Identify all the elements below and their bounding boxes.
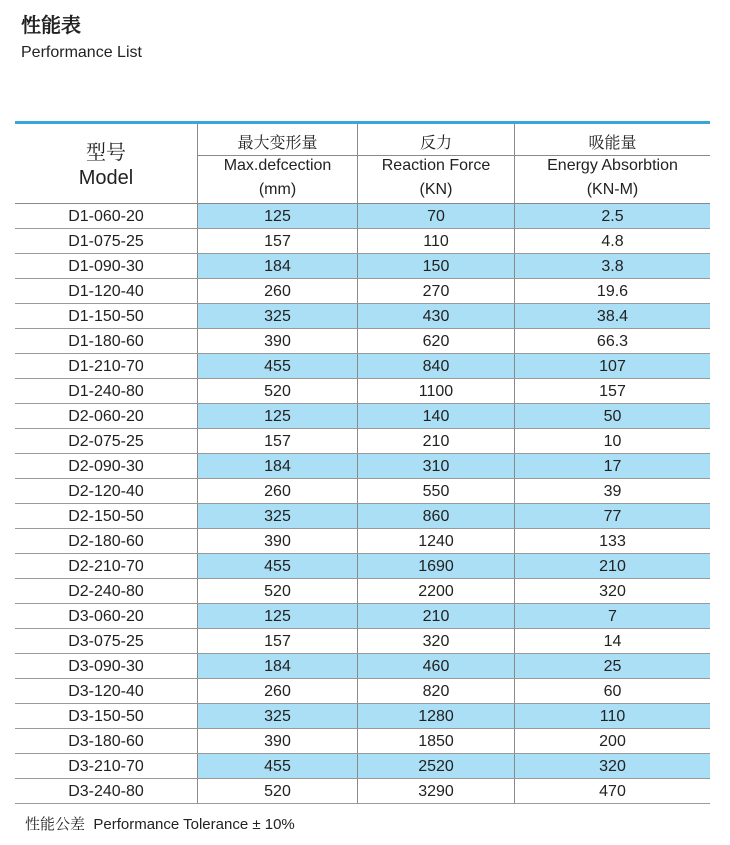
- deflection-cell: 520: [264, 783, 291, 800]
- header-model-en: Model: [78, 167, 134, 189]
- table-row: [15, 629, 710, 654]
- force-cell: 210: [422, 433, 450, 450]
- header-energy-en: Energy Absorbtion: [547, 157, 678, 174]
- table-row: [15, 754, 710, 779]
- force-cell: 1100: [418, 383, 454, 400]
- force-cell: 860: [358, 504, 514, 528]
- table-row: [15, 454, 710, 479]
- energy-cell: 17: [515, 454, 710, 478]
- table-header: [15, 124, 710, 204]
- force-cell: 550: [422, 483, 450, 500]
- tolerance-note-cn: 性能公差: [25, 815, 86, 833]
- energy-cell: 38.4: [515, 304, 710, 328]
- force-cell: 270: [422, 283, 450, 300]
- model-cell: D3-075-25: [68, 633, 144, 650]
- deflection-cell: 260: [264, 683, 291, 700]
- model-cell: D1-180-60: [68, 333, 144, 350]
- energy-cell: 320: [515, 754, 710, 778]
- table-row: [15, 554, 710, 579]
- force-cell: 320: [422, 633, 450, 650]
- header-force-cn: 反力: [419, 133, 452, 152]
- header-force: [358, 124, 514, 203]
- energy-cell: 25: [515, 654, 710, 678]
- header-deflection-en: Max.defcection: [223, 157, 332, 174]
- header-force-en: Reaction Force: [381, 157, 491, 174]
- header-deflection-cn: 最大变形量: [237, 133, 318, 152]
- deflection-cell: 390: [264, 733, 291, 750]
- table-row: [15, 379, 710, 404]
- table-row: [15, 779, 710, 804]
- force-cell: 430: [358, 304, 514, 328]
- energy-cell: 2.5: [515, 204, 710, 228]
- energy-cell: 50: [515, 404, 710, 428]
- table-row: [15, 504, 710, 529]
- table-row: [15, 654, 710, 679]
- page-title-cn: 性能表: [21, 13, 81, 37]
- energy-cell: 320: [599, 583, 626, 600]
- model-cell: D3-060-20: [68, 608, 144, 625]
- model-cell: D2-210-70: [68, 558, 144, 575]
- table-row: [15, 729, 710, 754]
- performance-table: [15, 121, 710, 804]
- force-cell: 840: [358, 354, 514, 378]
- table-row: [15, 679, 710, 704]
- deflection-cell: 184: [198, 254, 357, 278]
- force-cell: 1690: [358, 554, 514, 578]
- energy-cell: 157: [599, 383, 626, 400]
- energy-cell: 110: [515, 704, 710, 728]
- model-cell: D2-060-20: [68, 408, 144, 425]
- model-cell: D2-150-50: [68, 508, 144, 525]
- header-deflection: [198, 124, 357, 203]
- model-cell: D3-120-40: [68, 683, 144, 700]
- force-cell: 140: [358, 404, 514, 428]
- deflection-cell: 455: [198, 354, 357, 378]
- model-cell: D1-060-20: [68, 208, 144, 225]
- model-cell: D2-075-25: [68, 433, 144, 450]
- model-cell: D3-240-80: [68, 783, 144, 800]
- force-cell: 1850: [418, 733, 454, 750]
- force-cell: 70: [358, 204, 514, 228]
- force-cell: 2520: [358, 754, 514, 778]
- table-row: [15, 304, 710, 329]
- energy-cell: 3.8: [515, 254, 710, 278]
- header-force-unit: (KN): [419, 181, 453, 198]
- force-cell: 1280: [358, 704, 514, 728]
- header-energy-cn: 吸能量: [588, 133, 637, 152]
- table-row: [15, 529, 710, 554]
- table-row: [15, 604, 710, 629]
- header-model: [15, 124, 197, 203]
- energy-cell: 4.8: [601, 233, 624, 250]
- force-cell: 2200: [418, 583, 454, 600]
- model-cell: D2-180-60: [68, 533, 144, 550]
- model-cell: D1-150-50: [68, 308, 144, 325]
- deflection-cell: 125: [198, 604, 357, 628]
- model-cell: D1-120-40: [68, 283, 144, 300]
- table-body: [15, 204, 710, 804]
- table-row: [15, 204, 710, 229]
- table-row: [15, 229, 710, 254]
- energy-cell: 77: [515, 504, 710, 528]
- deflection-cell: 260: [264, 483, 291, 500]
- tolerance-note-en: Performance Tolerance ± 10%: [93, 816, 295, 833]
- deflection-cell: 184: [198, 654, 357, 678]
- deflection-cell: 157: [264, 433, 291, 450]
- model-cell: D3-180-60: [68, 733, 144, 750]
- header-deflection-unit: (mm): [258, 181, 297, 198]
- header-energy-unit: (KN-M): [586, 181, 639, 198]
- force-cell: 1240: [418, 533, 454, 550]
- deflection-cell: 325: [198, 704, 357, 728]
- deflection-cell: 325: [198, 304, 357, 328]
- header-energy: [515, 124, 710, 203]
- deflection-cell: 325: [198, 504, 357, 528]
- model-cell: D1-240-80: [68, 383, 144, 400]
- deflection-cell: 157: [264, 233, 291, 250]
- table-row: [15, 329, 710, 354]
- energy-cell: 133: [599, 533, 626, 550]
- table-row: [15, 404, 710, 429]
- deflection-cell: 390: [264, 333, 291, 350]
- tolerance-note: [25, 813, 295, 834]
- energy-cell: 200: [599, 733, 626, 750]
- force-cell: 110: [423, 233, 449, 250]
- force-cell: 150: [358, 254, 514, 278]
- model-cell: D1-075-25: [68, 233, 144, 250]
- force-cell: 460: [358, 654, 514, 678]
- deflection-cell: 184: [198, 454, 357, 478]
- energy-cell: 210: [515, 554, 710, 578]
- table-row: [15, 704, 710, 729]
- deflection-cell: 125: [198, 404, 357, 428]
- table-row: [15, 354, 710, 379]
- energy-cell: 470: [599, 783, 626, 800]
- deflection-cell: 455: [198, 754, 357, 778]
- table-row: [15, 579, 710, 604]
- energy-cell: 107: [515, 354, 710, 378]
- force-cell: 210: [358, 604, 514, 628]
- deflection-cell: 455: [198, 554, 357, 578]
- energy-cell: 60: [603, 683, 622, 700]
- energy-cell: 14: [603, 633, 622, 650]
- deflection-cell: 125: [198, 204, 357, 228]
- deflection-cell: 390: [264, 533, 291, 550]
- model-cell: D3-150-50: [68, 708, 144, 725]
- table-row: [15, 479, 710, 504]
- energy-cell: 10: [603, 433, 622, 450]
- table-row: [15, 429, 710, 454]
- model-cell: D1-090-30: [68, 258, 144, 275]
- model-cell: D3-090-30: [68, 658, 144, 675]
- table-row: [15, 279, 710, 304]
- deflection-cell: 520: [264, 383, 291, 400]
- deflection-cell: 520: [264, 583, 291, 600]
- model-cell: D3-210-70: [68, 758, 144, 775]
- table-row: [15, 254, 710, 279]
- model-cell: D2-120-40: [68, 483, 144, 500]
- energy-cell: 66.3: [596, 333, 629, 350]
- deflection-cell: 260: [264, 283, 291, 300]
- model-cell: D2-240-80: [68, 583, 144, 600]
- model-cell: D1-210-70: [68, 358, 144, 375]
- energy-cell: 39: [603, 483, 622, 500]
- header-model-cn: 型号: [86, 140, 126, 164]
- energy-cell: 7: [515, 604, 710, 628]
- force-cell: 620: [422, 333, 450, 350]
- page-title-en: Performance List: [21, 44, 142, 61]
- force-cell: 820: [422, 683, 450, 700]
- force-cell: 3290: [418, 783, 454, 800]
- energy-cell: 19.6: [596, 283, 629, 300]
- force-cell: 310: [358, 454, 514, 478]
- model-cell: D2-090-30: [68, 458, 144, 475]
- deflection-cell: 157: [264, 633, 291, 650]
